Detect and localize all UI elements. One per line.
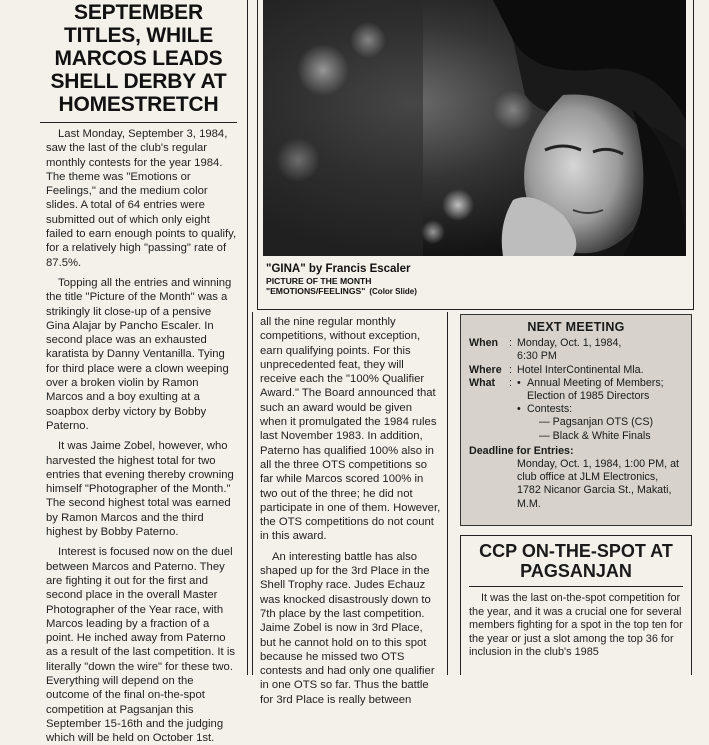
when-value [517, 337, 683, 363]
caption-medium: (Color Slide) [369, 287, 417, 296]
article-paragraph: It was Jaime Zobel, however, who harvested the highest total for two entries that evening thereby crowning himself "Photographer of the Month." The second highest total was earned by Ramon Marcos and the third highest by Bobby Paterno. [46, 440, 234, 539]
colon: : [509, 376, 512, 389]
photo-caption [266, 263, 686, 297]
deadline-text: Monday, Oct. 1, 1984, 1:00 PM, at club office at JLM Electronics, 1782 Nicanor Garcia St., Makati, M.M. [517, 458, 679, 510]
article-continuation [252, 312, 448, 706]
article-paragraph: An interesting battle has also shaped up for the 3rd Place in the Shell Trophy race. Judes Echauz was knocked disastrously down to 7th place by the last competition. Jaime Zobel is now in 3rd Place, but he cannot hold on to this spot because he missed two OTS contests and had only one qualifier in one OTS so far. Thus the battle for 3rd Place is really between [260, 550, 435, 706]
colon: : [509, 363, 512, 376]
caption-theme-line [266, 286, 686, 297]
article-september-titles [20, 0, 248, 745]
when-line: Monday, Oct. 1, 1984, [517, 337, 622, 350]
article-body [469, 592, 683, 660]
where-label: Where [469, 363, 502, 376]
bullet-icon: • [517, 376, 521, 389]
where-value: Hotel InterContinental Mla. [517, 363, 644, 376]
photo-of-the-month-box [257, 0, 694, 310]
caption-title: "GINA" by Francis Escaler [266, 263, 411, 275]
meeting-when-row [469, 337, 683, 363]
what-value [517, 377, 683, 443]
colon: : [509, 337, 512, 350]
article-paragraph: all the nine regular monthly competitions, without exception, earn qualifying points. For this unprecedented feat, they will receive each the "100% Qualifier Award." The Board announced that such an award would be given when it promulgated the 1984 rules last November 1983. In addition, Paterno has qualified 100% also in all the three OTS competitions so far while Marcos scored 100% in two out of the three; he did not participate in one of them. However, the OTS competitions do not count in this award. [260, 316, 441, 543]
article-headline: SEPTEMBER TITLES, WHILE MARCOS LEADS SHELL DERBY AT HOMESTRETCH [50, 1, 227, 116]
article-body [46, 127, 237, 745]
next-meeting-box [460, 314, 692, 526]
what-item-text: Contests: [527, 403, 573, 416]
meeting-what-row [469, 377, 683, 443]
headline-divider [469, 586, 683, 587]
what-item [517, 377, 683, 403]
when-label: When [469, 337, 499, 350]
caption-theme: "EMOTIONS/FEELINGS" [266, 286, 366, 296]
article-paragraph: Interest is focused now on the duel between Marcos and Paterno. They are fighting it out for the first and second place in the overall Master Photographer of the Year race, with Marcos leading by a fraction of a point. He inched away from Paterno as a result of the last competition. It is literally "down the wire" for these two. Everything will depend on the outcome of the final on-the-spot competition at Pagsanjan this September 15-16th and the judging which will be held on October 1st. [46, 546, 235, 745]
continuation-body [260, 315, 441, 707]
article-paragraph: Last Monday, September 3, 1984, saw the last of the club's regular monthly contests for the year 1984. The theme was "Emotions or Feelings," and the medium color slides. A total of 64 entries were submitted out of which only eight failed to earn enough points to qualify, for a relatively high "passing" rate of 87.5%. [46, 128, 237, 269]
portrait-image [263, 0, 686, 256]
what-item [517, 403, 683, 416]
caption-award: PICTURE OF THE MONTH [266, 276, 372, 286]
gina-photo [263, 0, 686, 256]
contest-item: — Black & White Finals [539, 429, 651, 442]
bullet-icon: • [517, 403, 521, 416]
what-item-text: Annual Meeting of Members; Election of 1985 Directors [527, 376, 664, 403]
meeting-title: NEXT MEETING [527, 320, 625, 334]
article-paragraph: It was the last on-the-spot competition for the year, and it was a crucial one for several members fighting for a spot in the top ten for the year or just a slot among the top 36 for inclusion in the club's 1985 [469, 592, 683, 659]
meeting-where-row [469, 364, 683, 377]
contest-item: — Pagsanjan OTS (CS) [539, 416, 654, 429]
article-headline: CCP ON-THE-SPOT AT PAGSANJAN [479, 541, 673, 581]
deadline-label: Deadline for Entries: [469, 444, 574, 457]
what-label: What [469, 376, 496, 389]
article-paragraph: Topping all the entries and winning the title "Picture of the Month" was a strikingly lit close-up of a pensive Gina Alajar by Pancho Escaler. In second place was an exhausted karatista by Danny Ventanilla. Tying for third place were a clown weeping over a broken violin by Ramon Marcos and a boy exulting at a soapbox derby victory by Bobby Paterno. [46, 276, 232, 432]
when-line: 6:30 PM [517, 350, 557, 363]
article-ccp-on-the-spot [460, 535, 692, 675]
headline-divider [40, 122, 237, 123]
